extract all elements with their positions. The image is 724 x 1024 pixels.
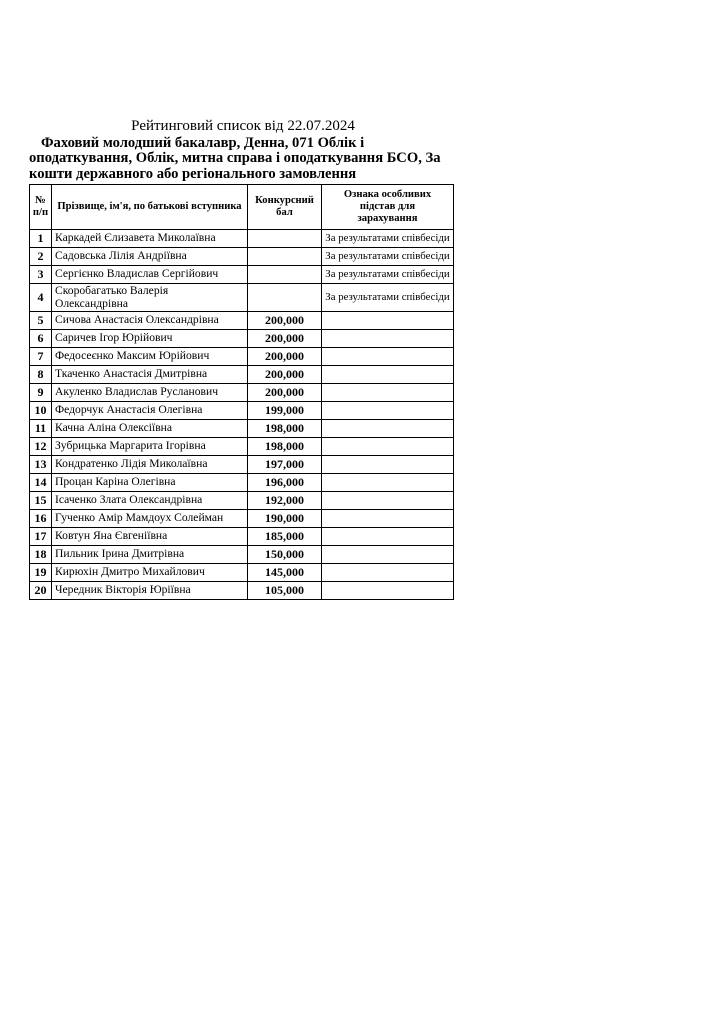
score-cell: 198,000 [248,420,322,438]
special-grounds-cell [322,510,454,528]
score-cell: 197,000 [248,456,322,474]
special-grounds-cell [322,348,454,366]
header-num: № п/п [30,185,52,230]
applicant-name-cell: Гученко Амір Мамдоух Солейман [52,510,248,528]
rank-cell: 9 [30,384,52,402]
table-row [30,330,454,348]
score-cell: 192,000 [248,492,322,510]
rating-table [29,184,454,600]
applicant-name-cell: Процан Каріна Олегівна [52,474,248,492]
applicant-name-cell: Ісаченко Злата Олександрівна [52,492,248,510]
special-grounds-cell [322,546,454,564]
applicant-name-cell: Сергієнко Владислав Сергійович [52,266,248,284]
rank-cell: 10 [30,402,52,420]
page-subtitle [29,136,457,182]
rank-cell: 18 [30,546,52,564]
rank-cell: 1 [30,230,52,248]
applicant-name-cell: Ковтун Яна Євгеніївна [52,528,248,546]
page-title: Рейтинговий список від 22.07.2024 [131,118,355,134]
rank-cell: 4 [30,284,52,312]
rank-cell: 2 [30,248,52,266]
table-row [30,230,454,248]
rank-cell: 17 [30,528,52,546]
score-cell: 200,000 [248,384,322,402]
table-row [30,564,454,582]
applicant-name-cell: Пильник Ірина Дмитрівна [52,546,248,564]
table-row [30,492,454,510]
applicant-name-cell: Чередник Вікторія Юріївна [52,582,248,600]
score-cell: 198,000 [248,438,322,456]
rank-cell: 11 [30,420,52,438]
table-row [30,284,454,312]
score-cell: 200,000 [248,330,322,348]
score-cell: 199,000 [248,402,322,420]
table-row [30,348,454,366]
special-grounds-cell [322,582,454,600]
rank-cell: 13 [30,456,52,474]
applicant-name-cell: Зубрицька Маргарита Ігорівна [52,438,248,456]
special-grounds-cell: За результатами співбесіди [322,248,454,266]
score-cell [248,266,322,284]
score-cell: 145,000 [248,564,322,582]
table-row [30,248,454,266]
rank-cell: 7 [30,348,52,366]
score-cell: 105,000 [248,582,322,600]
score-cell: 196,000 [248,474,322,492]
table-row [30,474,454,492]
special-grounds-cell [322,492,454,510]
table-row [30,510,454,528]
table-row [30,528,454,546]
table-row [30,546,454,564]
rank-cell: 3 [30,266,52,284]
applicant-name-cell: Федорчук Анастасія Олегівна [52,402,248,420]
subtitle-line-1: Фаховий молодший бакалавр, Денна, 071 Облік і [41,135,365,151]
rank-cell: 15 [30,492,52,510]
table-header-row [30,185,454,230]
rank-cell: 12 [30,438,52,456]
rank-cell: 5 [30,312,52,330]
score-cell: 200,000 [248,312,322,330]
applicant-name-cell: Кондратенко Лідія Миколаївна [52,456,248,474]
special-grounds-cell [322,474,454,492]
special-grounds-cell [322,456,454,474]
table-row [30,266,454,284]
special-grounds-cell [322,564,454,582]
special-grounds-cell: За результатами співбесіди [322,230,454,248]
table-row [30,582,454,600]
special-grounds-cell [322,438,454,456]
applicant-name-cell: Федосеєнко Максим Юрійович [52,348,248,366]
rank-cell: 16 [30,510,52,528]
score-cell: 150,000 [248,546,322,564]
score-cell: 185,000 [248,528,322,546]
special-grounds-cell [322,384,454,402]
rank-cell: 20 [30,582,52,600]
rank-cell: 14 [30,474,52,492]
special-grounds-cell [322,330,454,348]
score-cell [248,284,322,312]
document-content [29,118,457,600]
score-cell: 200,000 [248,366,322,384]
applicant-name-cell: Акуленко Владислав Русланович [52,384,248,402]
applicant-name-cell: Кирюхін Дмитро Михайлович [52,564,248,582]
special-grounds-cell [322,402,454,420]
table-row [30,438,454,456]
score-cell [248,230,322,248]
rank-cell: 6 [30,330,52,348]
rank-cell: 8 [30,366,52,384]
special-grounds-cell [322,366,454,384]
table-row [30,366,454,384]
score-cell: 190,000 [248,510,322,528]
applicant-name-cell: Скоробагатько Валерія Олександрівна [52,284,248,312]
subtitle-line-2: оподаткування, Облік, митна справа і оподаткування БСО, За [29,150,441,167]
applicant-name-cell: Качна Аліна Олексіївна [52,420,248,438]
applicant-name-cell: Сичова Анастасія Олександрівна [52,312,248,330]
applicant-name-cell: Садовська Лілія Андріївна [52,248,248,266]
table-row [30,312,454,330]
special-grounds-cell: За результатами співбесіди [322,266,454,284]
header-score: Конкурсний бал [248,185,322,230]
table-row [30,402,454,420]
rank-cell: 19 [30,564,52,582]
applicant-name-cell: Ткаченко Анастасія Дмитрівна [52,366,248,384]
header-special: Ознака особливих підстав для зарахування [322,185,454,230]
special-grounds-cell: За результатами співбесіди [322,284,454,312]
special-grounds-cell [322,420,454,438]
header-name: Прізвище, ім'я, по батькові вступника [52,185,248,230]
table-body [30,230,454,600]
score-cell: 200,000 [248,348,322,366]
table-row [30,384,454,402]
table-row [30,456,454,474]
special-grounds-cell [322,528,454,546]
applicant-name-cell: Каркадей Єлизавета Миколаївна [52,230,248,248]
applicant-name-cell: Саричев Ігор Юрійович [52,330,248,348]
score-cell [248,248,322,266]
table-header [30,185,454,230]
table-row [30,420,454,438]
subtitle-line-3: кошти державного або регіонального замовлення [29,165,357,182]
special-grounds-cell [322,312,454,330]
